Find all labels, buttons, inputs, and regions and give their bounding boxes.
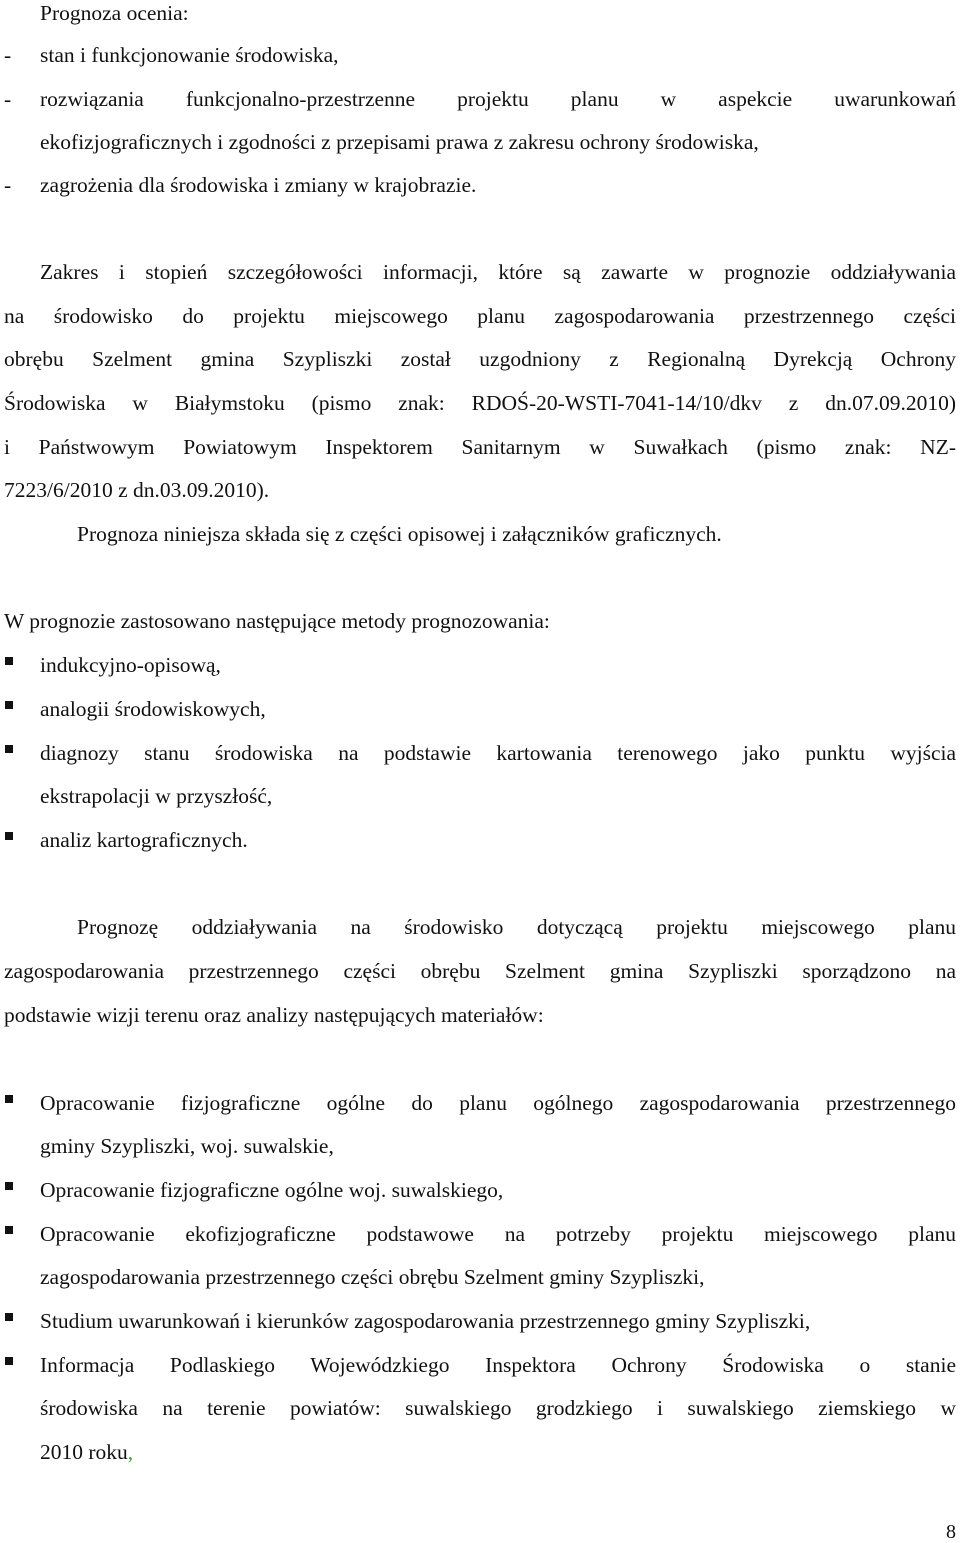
method-item: analogii środowiskowych,: [40, 697, 266, 721]
square-bullet-icon: [5, 657, 13, 665]
composition-line: Prognoza niniejsza składa się z części opisowej i załączników graficznych.: [77, 522, 722, 546]
methods-intro: W prognozie zastosowano następujące metody prognozowania:: [4, 609, 550, 633]
square-bullet-icon: [5, 701, 13, 709]
square-bullet-icon: [5, 1226, 13, 1234]
scope-line: Środowiska w Białymstoku (pismo znak: RDOŚ-20-WSTI-7041-14/10/dkv z dn.07.09.2010): [4, 391, 956, 415]
assessment-heading: Prognoza ocenia:: [40, 1, 189, 25]
assessment-item: rozwiązania funkcjonalno-przestrzenne projektu planu w aspekcie uwarunkowań: [40, 87, 956, 111]
page-number: 8: [946, 1521, 956, 1543]
materials-line: Prognozę oddziaływania na środowisko dotyczącą projektu miejscowego planu: [77, 915, 956, 939]
material-item: Opracowanie fizjograficzne ogólne do planu ogólnego zagospodarowania przestrzennego: [40, 1091, 956, 1115]
assessment-item: stan i funkcjonowanie środowiska,: [40, 43, 339, 67]
trailing-comma: ,: [127, 1440, 134, 1464]
square-bullet-icon: [5, 745, 13, 753]
scope-line: i Państwowym Powiatowym Inspektorem Sanitarnym w Suwałkach (pismo znak: NZ-: [4, 435, 956, 459]
square-bullet-icon: [5, 1095, 13, 1103]
material-item-text: 2010 roku: [40, 1440, 128, 1464]
scope-line: Zakres i stopień szczegółowości informacji, które są zawarte w prognozie oddziaływania: [40, 260, 956, 284]
square-bullet-icon: [5, 1313, 13, 1321]
scope-line: obrębu Szelment gmina Szypliszki został uzgodniony z Regionalną Dyrekcją Ochrony: [4, 347, 956, 371]
scope-line: na środowisko do projektu miejscowego planu zagospodarowania przestrzennego części: [4, 304, 956, 328]
assessment-item: zagrożenia dla środowiska i zmiany w krajobrazie.: [40, 173, 477, 197]
material-item: Informacja Podlaskiego Wojewódzkiego Inspektora Ochrony Środowiska o stanie: [40, 1353, 956, 1377]
method-item: diagnozy stanu środowiska na podstawie kartowania terenowego jako punktu wyjścia: [40, 741, 956, 765]
scope-line: 7223/6/2010 z dn.03.09.2010).: [4, 478, 270, 502]
method-item: analiz kartograficznych.: [40, 828, 248, 852]
square-bullet-icon: [5, 1182, 13, 1190]
method-item: indukcyjno-opisową,: [40, 653, 221, 677]
material-item-continued: środowiska na terenie powiatów: suwalskiego grodzkiego i suwalskiego ziemskiego w: [40, 1396, 956, 1420]
dash-marker: -: [4, 43, 12, 67]
assessment-item-continued: ekofizjograficznych i zgodności z przepisami prawa z zakresu ochrony środowiska,: [40, 130, 759, 154]
materials-line: podstawie wizji terenu oraz analizy następujących materiałów:: [4, 1003, 544, 1027]
method-item-continued: ekstrapolacji w przyszłość,: [40, 784, 273, 808]
materials-line: zagospodarowania przestrzennego części obrębu Szelment gmina Szypliszki sporządzono na: [4, 959, 956, 983]
square-bullet-icon: [5, 1357, 13, 1365]
material-item: Studium uwarunkowań i kierunków zagospodarowania przestrzennego gminy Szypliszki,: [40, 1309, 811, 1333]
dash-marker: -: [4, 87, 12, 111]
dash-marker: -: [4, 173, 12, 197]
material-item: Opracowanie ekofizjograficzne podstawowe na potrzeby projektu miejscowego planu: [40, 1222, 956, 1246]
square-bullet-icon: [5, 832, 13, 840]
material-item: Opracowanie fizjograficzne ogólne woj. suwalskiego,: [40, 1178, 504, 1202]
material-item-continued: gminy Szypliszki, woj. suwalskie,: [40, 1134, 334, 1158]
material-item-continued: zagospodarowania przestrzennego części obrębu Szelment gminy Szypliszki,: [40, 1265, 705, 1289]
material-item-continued: [40, 1439, 956, 1465]
